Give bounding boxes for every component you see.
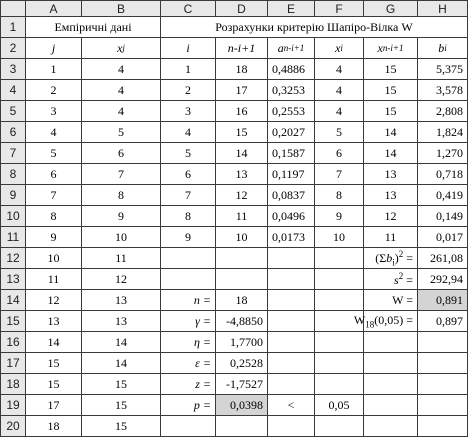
cell-e7[interactable]: 0,1587 bbox=[268, 143, 315, 164]
cell-bi-header[interactable] bbox=[418, 38, 468, 59]
a-sub: n-i+1 bbox=[283, 43, 305, 53]
cell-empirical-header[interactable]: Емпіричні дані bbox=[26, 17, 161, 38]
row-header-10[interactable]: 10 bbox=[0, 206, 26, 227]
cell-calc-header[interactable]: Розрахунки критерію Шапіро-Вілка W bbox=[161, 17, 468, 38]
row-header-17[interactable]: 17 bbox=[0, 353, 26, 374]
cell-e9[interactable]: 0,0837 bbox=[268, 185, 315, 206]
cell-a13[interactable]: 11 bbox=[26, 269, 82, 290]
cell-f6[interactable]: 5 bbox=[315, 122, 364, 143]
cell-a19[interactable]: 17 bbox=[26, 395, 82, 416]
cell-a11[interactable]: 9 bbox=[26, 227, 82, 248]
cell-f20[interactable] bbox=[315, 416, 364, 437]
cell-a7[interactable]: 5 bbox=[26, 143, 82, 164]
cell-w18-value[interactable]: 0,897 bbox=[418, 311, 468, 332]
cell-g5[interactable]: 15 bbox=[364, 101, 418, 122]
cell-e20[interactable] bbox=[268, 416, 315, 437]
row-header-11[interactable]: 11 bbox=[0, 227, 26, 248]
cell-e18[interactable] bbox=[268, 374, 315, 395]
cell-n-value[interactable]: 18 bbox=[216, 290, 268, 311]
w18-label: $W_{18}(0,05)$ = bbox=[353, 312, 413, 330]
row-header-15[interactable]: 15 bbox=[0, 311, 26, 332]
cell-b17[interactable]: 14 bbox=[82, 353, 161, 374]
cell-g4[interactable]: 15 bbox=[364, 80, 418, 101]
cell-e4[interactable]: 0,3253 bbox=[268, 80, 315, 101]
cell-d6[interactable]: 15 bbox=[216, 122, 268, 143]
row-header-13[interactable]: 13 bbox=[0, 269, 26, 290]
cell-e13[interactable] bbox=[268, 269, 315, 290]
cell-a12[interactable]: 10 bbox=[26, 248, 82, 269]
cell-a9[interactable]: 7 bbox=[26, 185, 82, 206]
cell-eta-label[interactable]: η = bbox=[161, 332, 216, 353]
cell-e10[interactable]: 0,0496 bbox=[268, 206, 315, 227]
cell-f12[interactable] bbox=[315, 248, 364, 269]
cell-b5[interactable]: 4 bbox=[82, 101, 161, 122]
cell-c6[interactable]: 4 bbox=[161, 122, 216, 143]
cell-b9[interactable]: 8 bbox=[82, 185, 161, 206]
cell-e5[interactable]: 0,2553 bbox=[268, 101, 315, 122]
row-header-9[interactable]: 9 bbox=[0, 185, 26, 206]
cell-b7[interactable]: 6 bbox=[82, 143, 161, 164]
cell-b20[interactable]: 15 bbox=[82, 416, 161, 437]
cell-eta-value[interactable]: 1,7700 bbox=[216, 332, 268, 353]
cell-g3[interactable]: 15 bbox=[364, 59, 418, 80]
cell-h16[interactable] bbox=[418, 332, 468, 353]
cell-f3[interactable]: 4 bbox=[315, 59, 364, 80]
cell-s2-value[interactable]: 292,94 bbox=[418, 269, 468, 290]
cell-a14[interactable]: 12 bbox=[26, 290, 82, 311]
bi-main: b bbox=[438, 40, 445, 55]
cell-d10[interactable]: 11 bbox=[216, 206, 268, 227]
cell-a17[interactable]: 15 bbox=[26, 353, 82, 374]
cell-b16[interactable]: 14 bbox=[82, 332, 161, 353]
cell-b14[interactable]: 13 bbox=[82, 290, 161, 311]
cell-e17[interactable] bbox=[268, 353, 315, 374]
cell-f17[interactable] bbox=[315, 353, 364, 374]
cell-g10[interactable]: 12 bbox=[364, 206, 418, 227]
cell-f4[interactable]: 4 bbox=[315, 80, 364, 101]
cell-c8[interactable]: 6 bbox=[161, 164, 216, 185]
row-header-2[interactable]: 2 bbox=[0, 38, 26, 59]
cell-h8[interactable]: 0,718 bbox=[418, 164, 468, 185]
cell-eps-value[interactable]: 0,2528 bbox=[216, 353, 268, 374]
cell-g9[interactable]: 13 bbox=[364, 185, 418, 206]
cell-e15[interactable] bbox=[268, 311, 315, 332]
cell-e12[interactable] bbox=[268, 248, 315, 269]
cell-e3[interactable]: 0,4886 bbox=[268, 59, 315, 80]
cell-f16[interactable] bbox=[315, 332, 364, 353]
cell-h7[interactable]: 1,270 bbox=[418, 143, 468, 164]
cell-xi-header[interactable] bbox=[315, 38, 364, 59]
cell-b19[interactable]: 15 bbox=[82, 395, 161, 416]
cell-g19[interactable] bbox=[364, 395, 418, 416]
cell-c12[interactable] bbox=[161, 248, 216, 269]
cell-w-label[interactable]: W = bbox=[364, 290, 418, 311]
xn-sub: n-i+1 bbox=[382, 43, 404, 53]
cell-a15[interactable]: 13 bbox=[26, 311, 82, 332]
a-main: a bbox=[277, 40, 284, 55]
cell-d8[interactable]: 13 bbox=[216, 164, 268, 185]
cell-b10[interactable]: 9 bbox=[82, 206, 161, 227]
cell-a4[interactable]: 2 bbox=[26, 80, 82, 101]
cell-d7[interactable]: 14 bbox=[216, 143, 268, 164]
cell-a20[interactable]: 18 bbox=[26, 416, 82, 437]
cell-f14[interactable] bbox=[315, 290, 364, 311]
cell-e11[interactable]: 0,0173 bbox=[268, 227, 315, 248]
row-header-5[interactable]: 5 bbox=[0, 101, 26, 122]
column-header-a[interactable]: A bbox=[26, 0, 82, 17]
cell-sum-b-value[interactable]: 261,08 bbox=[418, 248, 468, 269]
cell-d20[interactable] bbox=[216, 416, 268, 437]
column-header-b[interactable]: B bbox=[82, 0, 161, 17]
cell-f5[interactable]: 4 bbox=[315, 101, 364, 122]
cell-a10[interactable]: 8 bbox=[26, 206, 82, 227]
cell-h19[interactable] bbox=[418, 395, 468, 416]
cell-p-value[interactable]: 0,0398 bbox=[216, 395, 268, 416]
row-header-8[interactable]: 8 bbox=[0, 164, 26, 185]
row-header-6[interactable]: 6 bbox=[0, 122, 26, 143]
row-header-7[interactable]: 7 bbox=[0, 143, 26, 164]
cell-h17[interactable] bbox=[418, 353, 468, 374]
cell-e14[interactable] bbox=[268, 290, 315, 311]
cell-d9[interactable]: 12 bbox=[216, 185, 268, 206]
cell-h3[interactable]: 5,375 bbox=[418, 59, 468, 80]
cell-c13[interactable] bbox=[161, 269, 216, 290]
cell-c3[interactable]: 1 bbox=[161, 59, 216, 80]
cell-f18[interactable] bbox=[315, 374, 364, 395]
cell-b11[interactable]: 10 bbox=[82, 227, 161, 248]
cell-c9[interactable]: 7 bbox=[161, 185, 216, 206]
cell-c11[interactable]: 9 bbox=[161, 227, 216, 248]
row-header-12[interactable]: 12 bbox=[0, 248, 26, 269]
row-header-3[interactable]: 3 bbox=[0, 59, 26, 80]
cell-g11[interactable]: 11 bbox=[364, 227, 418, 248]
cell-e16[interactable] bbox=[268, 332, 315, 353]
cell-g18[interactable] bbox=[364, 374, 418, 395]
cell-sum-b-label[interactable] bbox=[364, 248, 418, 269]
cell-d3[interactable]: 18 bbox=[216, 59, 268, 80]
xi-main: x bbox=[335, 40, 341, 55]
cell-h10[interactable]: 0,149 bbox=[418, 206, 468, 227]
cell-c4[interactable]: 2 bbox=[161, 80, 216, 101]
cell-w-value[interactable]: 0,891 bbox=[418, 290, 468, 311]
cell-d5[interactable]: 16 bbox=[216, 101, 268, 122]
cell-n-i-1-header[interactable]: n-i+1 bbox=[216, 38, 268, 59]
cell-a18[interactable]: 15 bbox=[26, 374, 82, 395]
cell-h18[interactable] bbox=[418, 374, 468, 395]
cell-c5[interactable]: 3 bbox=[161, 101, 216, 122]
cell-eps-label[interactable]: ε = bbox=[161, 353, 216, 374]
cell-g20[interactable] bbox=[364, 416, 418, 437]
cell-c7[interactable]: 5 bbox=[161, 143, 216, 164]
cell-f13[interactable] bbox=[315, 269, 364, 290]
cell-g6[interactable]: 14 bbox=[364, 122, 418, 143]
cell-h11[interactable]: 0,017 bbox=[418, 227, 468, 248]
cell-b18[interactable]: 15 bbox=[82, 374, 161, 395]
cell-f8[interactable]: 7 bbox=[315, 164, 364, 185]
xi-sub: i bbox=[340, 43, 343, 53]
cell-h9[interactable]: 0,419 bbox=[418, 185, 468, 206]
cell-xj-header[interactable] bbox=[82, 38, 161, 59]
row-header-14[interactable]: 14 bbox=[0, 290, 26, 311]
cell-a6[interactable]: 4 bbox=[26, 122, 82, 143]
cell-c10[interactable]: 8 bbox=[161, 206, 216, 227]
cell-b6[interactable]: 5 bbox=[82, 122, 161, 143]
select-all-corner[interactable] bbox=[0, 0, 26, 17]
cell-b3[interactable]: 4 bbox=[82, 59, 161, 80]
row-header-19[interactable]: 19 bbox=[0, 395, 26, 416]
cell-c20[interactable] bbox=[161, 416, 216, 437]
cell-d12[interactable] bbox=[216, 248, 268, 269]
cell-g16[interactable] bbox=[364, 332, 418, 353]
cell-b13[interactable]: 12 bbox=[82, 269, 161, 290]
cell-s2-label[interactable] bbox=[364, 269, 418, 290]
cell-x-n-i-1-header[interactable] bbox=[364, 38, 418, 59]
cell-d13[interactable] bbox=[216, 269, 268, 290]
xn-main: x bbox=[377, 40, 383, 55]
cell-e8[interactable]: 0,1197 bbox=[268, 164, 315, 185]
column-header-f[interactable]: F bbox=[315, 0, 364, 17]
xj-sub: j bbox=[122, 43, 125, 53]
cell-gamma-label[interactable]: γ = bbox=[161, 311, 216, 332]
cell-i-header[interactable]: i bbox=[161, 38, 216, 59]
cell-h6[interactable]: 1,824 bbox=[418, 122, 468, 143]
cell-a16[interactable]: 14 bbox=[26, 332, 82, 353]
cell-a3[interactable]: 1 bbox=[26, 59, 82, 80]
cell-lt[interactable]: < bbox=[268, 395, 315, 416]
cell-g17[interactable] bbox=[364, 353, 418, 374]
cell-d11[interactable]: 10 bbox=[216, 227, 268, 248]
s2-label: $s^2$ = bbox=[394, 270, 413, 287]
cell-e6[interactable]: 0,2027 bbox=[268, 122, 315, 143]
cell-h20[interactable] bbox=[418, 416, 468, 437]
row-header-16[interactable]: 16 bbox=[0, 332, 26, 353]
cell-f7[interactable]: 6 bbox=[315, 143, 364, 164]
cell-g8[interactable]: 13 bbox=[364, 164, 418, 185]
cell-b12[interactable]: 11 bbox=[82, 248, 161, 269]
cell-p-label[interactable]: p = bbox=[161, 395, 216, 416]
cell-z-value[interactable]: -1,7527 bbox=[216, 374, 268, 395]
cell-w18-label[interactable] bbox=[315, 311, 418, 332]
cell-d4[interactable]: 17 bbox=[216, 80, 268, 101]
cell-gamma-value[interactable]: -4,8850 bbox=[216, 311, 268, 332]
cell-g7[interactable]: 14 bbox=[364, 143, 418, 164]
row-header-1[interactable]: 1 bbox=[0, 17, 26, 38]
column-header-d[interactable]: D bbox=[216, 0, 268, 17]
cell-b4[interactable]: 4 bbox=[82, 80, 161, 101]
xj-main: x bbox=[117, 40, 123, 55]
cell-n-label[interactable]: n = bbox=[161, 290, 216, 311]
cell-z-label[interactable]: z = bbox=[161, 374, 216, 395]
cell-f10[interactable]: 9 bbox=[315, 206, 364, 227]
cell-a-header[interactable] bbox=[268, 38, 315, 59]
column-header-c[interactable]: C bbox=[161, 0, 216, 17]
bi-sub: i bbox=[444, 43, 447, 53]
cell-f11[interactable]: 10 bbox=[315, 227, 364, 248]
column-header-g[interactable]: G bbox=[364, 0, 418, 17]
cell-a8[interactable]: 6 bbox=[26, 164, 82, 185]
cell-j-header[interactable]: j bbox=[26, 38, 82, 59]
cell-b15[interactable]: 13 bbox=[82, 311, 161, 332]
row-header-4[interactable]: 4 bbox=[0, 80, 26, 101]
column-header-e[interactable]: E bbox=[268, 0, 315, 17]
cell-f9[interactable]: 8 bbox=[315, 185, 364, 206]
cell-h4[interactable]: 3,578 bbox=[418, 80, 468, 101]
cell-a5[interactable]: 3 bbox=[26, 101, 82, 122]
cell-b8[interactable]: 7 bbox=[82, 164, 161, 185]
column-header-h[interactable]: H bbox=[418, 0, 468, 17]
row-header-20[interactable]: 20 bbox=[0, 416, 26, 437]
cell-h5[interactable]: 2,808 bbox=[418, 101, 468, 122]
row-header-18[interactable]: 18 bbox=[0, 374, 26, 395]
sum-b-label: $(\Sigma b_i)^2$ = bbox=[375, 248, 413, 268]
cell-alpha[interactable]: 0,05 bbox=[315, 395, 364, 416]
